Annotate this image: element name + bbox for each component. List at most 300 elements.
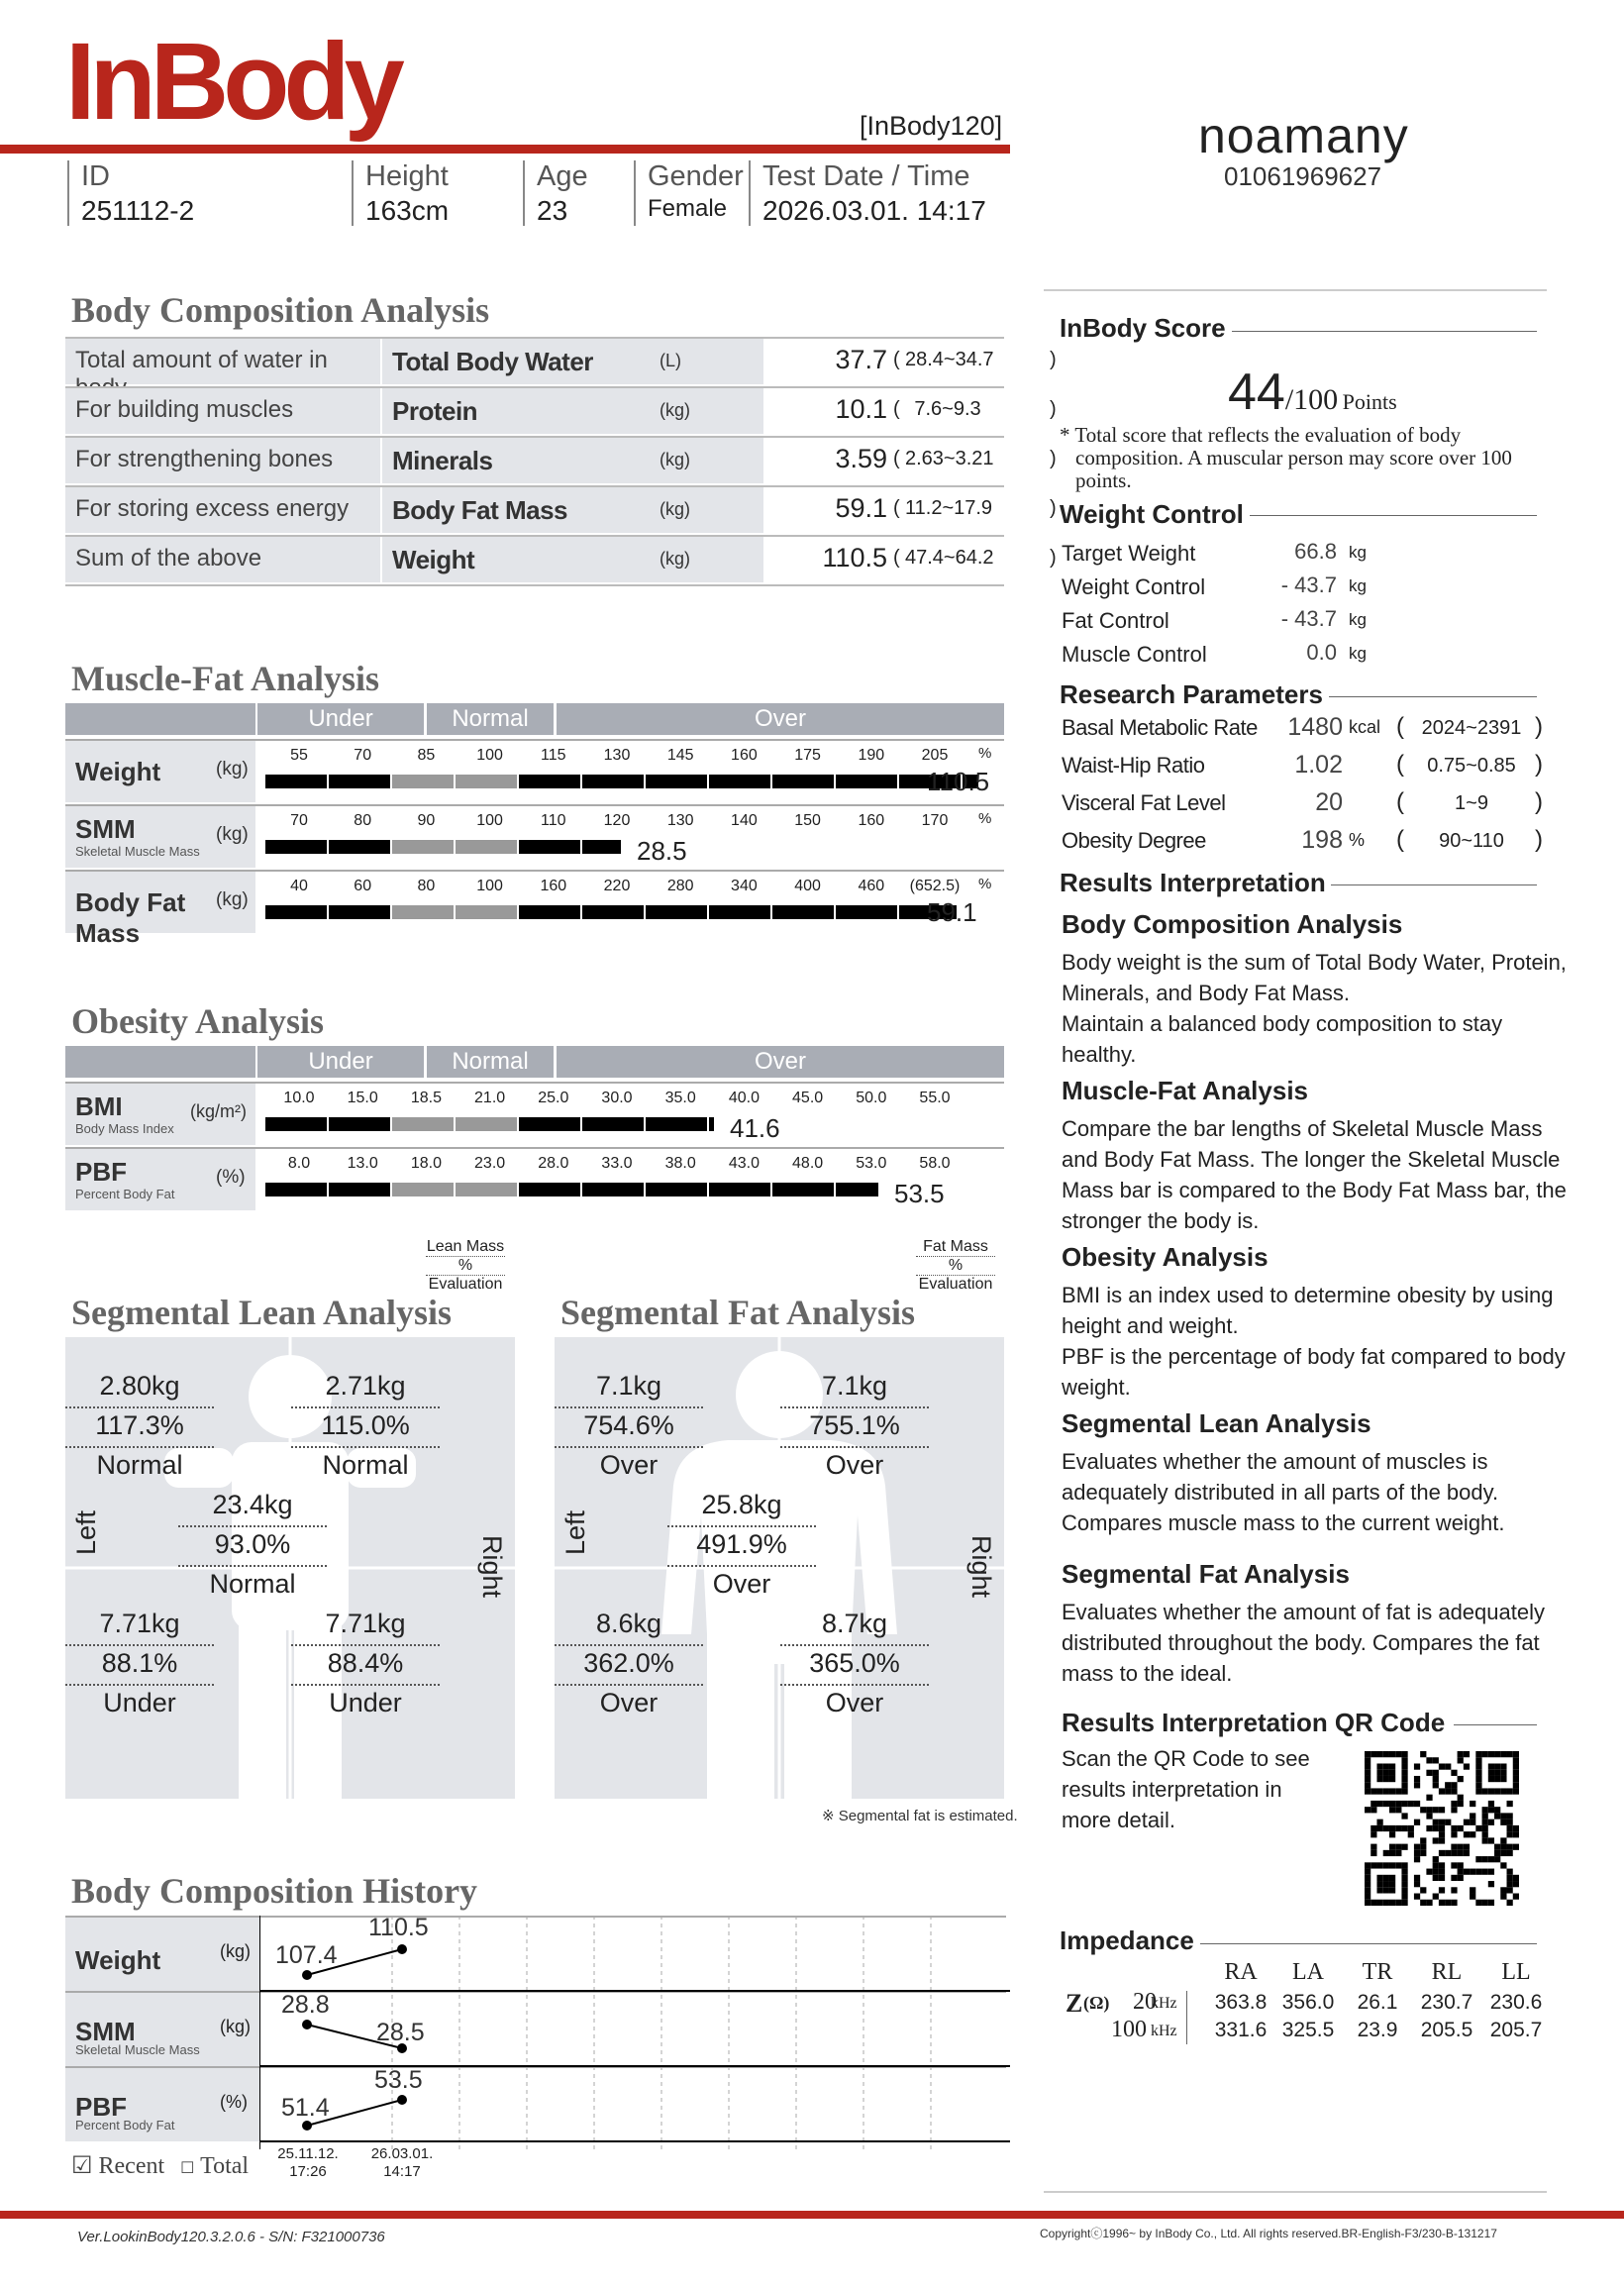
seg-fat-divider (780, 1446, 929, 1448)
qr-module (1488, 1770, 1494, 1776)
mfa-bar-segment (709, 775, 770, 788)
qr-module (1488, 1869, 1494, 1875)
imp-value: 230.7 (1420, 1991, 1473, 2014)
qr-module (1389, 1751, 1395, 1757)
qr-module (1383, 1900, 1389, 1906)
qr-module (1433, 1869, 1439, 1875)
wc-unit: kg (1349, 576, 1367, 595)
imp-col-header: LA (1292, 1959, 1324, 1985)
user-phone: 01061969627 (1224, 161, 1382, 191)
mfa-bar-segment (519, 840, 580, 854)
history-date-1-time: 17:26 (289, 2163, 327, 2180)
mfa-head-over: Over (557, 703, 1004, 735)
qr-module (1376, 1763, 1382, 1769)
seg-lean-la-pct: 117.3% (95, 1410, 184, 1440)
qr-module (1500, 1813, 1506, 1819)
qr-module (1445, 1782, 1451, 1788)
header-gender (634, 160, 744, 226)
seg-fat-tr-eval: Over (712, 1569, 771, 1599)
imp-value: 325.5 (1281, 2019, 1335, 2041)
qr-module (1420, 1844, 1426, 1850)
right-column-top-line (1044, 289, 1547, 291)
rp-value: 20 (1315, 788, 1343, 816)
rp-value: 1480 (1287, 713, 1343, 741)
qr-module (1475, 1763, 1481, 1769)
obesity-row (65, 1147, 1004, 1208)
qr-module (1488, 1856, 1494, 1862)
seg-lean-rl-pct: 88.4% (327, 1648, 404, 1678)
obesity-tick-label: 53.0 (856, 1155, 887, 1172)
qr-module (1420, 1900, 1426, 1906)
qr-module (1370, 1788, 1376, 1794)
bca-unit: (kg) (660, 450, 690, 469)
qr-module (1401, 1875, 1407, 1881)
bca-range-open: ( (893, 398, 900, 420)
header-test-date (749, 160, 986, 226)
interp-heading: Obesity Analysis (1062, 1242, 1269, 1272)
interp-text-line: adequately distributed in all parts of the body. (1062, 1480, 1499, 1505)
qr-module (1500, 1887, 1506, 1893)
obesity-bar-segment (265, 1183, 327, 1196)
interp-text-line: PBF is the percentage of body fat compared to body (1062, 1344, 1566, 1369)
bca-range-value: 28.4~34.7 (905, 349, 994, 370)
seg-lean-tr-mass: 23.4kg (212, 1490, 293, 1519)
mfa-bar-segment (772, 775, 834, 788)
seg-fat-tr-mass: 25.8kg (701, 1490, 782, 1519)
rp-label: Obesity Degree (1062, 828, 1206, 853)
qr-module (1370, 1844, 1376, 1850)
wc-value: - 43.7 (1280, 606, 1337, 631)
mfa-tick-label: 190 (858, 747, 885, 764)
qr-module (1451, 1862, 1457, 1868)
wc-label: Weight Control (1062, 574, 1206, 599)
qr-module (1376, 1751, 1382, 1757)
bca-desc: For storing excess energy (65, 487, 380, 533)
header-height (352, 160, 449, 226)
wc-value: 66.8 (1294, 539, 1337, 564)
mfa-bar-segment (456, 905, 517, 919)
qr-module (1482, 1869, 1488, 1875)
qr-module (1451, 1844, 1457, 1850)
mfa-tick-label: 85 (417, 747, 436, 764)
seg-lean-rl-mass: 7.71kg (325, 1609, 406, 1638)
mfa-tick-label: 175 (794, 747, 821, 764)
qr-module (1475, 1776, 1481, 1782)
qr-module (1451, 1825, 1457, 1831)
mfa-bar-segment (265, 775, 327, 788)
impedance-title: Impedance (1060, 1925, 1194, 1955)
qr-module (1433, 1820, 1439, 1825)
qr-module (1383, 1763, 1389, 1769)
qr-module (1383, 1825, 1389, 1831)
obesity-title: Obesity Analysis (71, 1001, 325, 1041)
qr-module (1494, 1844, 1500, 1850)
history-name: Weight (75, 1945, 161, 1975)
qr-module (1458, 1757, 1464, 1763)
model-label: [InBody120] (860, 111, 1003, 141)
mfa-pct-sign: % (978, 876, 992, 892)
seg-fat-la-eval: Over (599, 1450, 659, 1480)
mfa-tick-label: 130 (603, 747, 631, 764)
seg-fat-la-pct: 754.6% (583, 1410, 674, 1440)
qr-code[interactable] (1365, 1751, 1519, 1906)
history-sub: Percent Body Fat (75, 2118, 175, 2132)
qr-module (1401, 1894, 1407, 1900)
bca-name: Minerals (382, 438, 763, 483)
seg-lean-ra-mass: 2.71kg (325, 1371, 406, 1401)
mfa-name: Weight (75, 757, 161, 786)
qr-module (1383, 1751, 1389, 1757)
qr-module (1488, 1776, 1494, 1782)
qr-module (1414, 1763, 1420, 1769)
qr-module (1494, 1807, 1500, 1813)
qr-module (1376, 1862, 1382, 1868)
rp-label: Basal Metabolic Rate (1062, 715, 1258, 740)
qr-module (1389, 1801, 1395, 1807)
qr-module (1370, 1850, 1376, 1856)
qr-module (1370, 1862, 1376, 1868)
qr-module (1513, 1881, 1519, 1887)
seg-fat-rl-mass: 8.7kg (821, 1609, 888, 1638)
total-checkbox-icon[interactable]: ☐ (180, 2160, 195, 2177)
qr-module (1365, 1807, 1370, 1813)
mfa-label-cell (65, 872, 255, 948)
obesity-tick-label: 35.0 (664, 1090, 696, 1106)
qr-module (1507, 1751, 1513, 1757)
qr-module (1389, 1831, 1395, 1837)
lean-legend-eval: Evaluation (426, 1275, 505, 1294)
qr-module (1395, 1850, 1401, 1856)
qr-module (1401, 1881, 1407, 1887)
qr-module (1445, 1900, 1451, 1906)
interp-text-line: mass to the ideal. (1062, 1661, 1233, 1686)
qr-module (1475, 1856, 1481, 1862)
mfa-unit: (kg) (216, 824, 249, 845)
bca-range-close: ) (1050, 349, 1057, 370)
qr-module (1365, 1751, 1370, 1757)
obesity-bar-segment (265, 1117, 327, 1131)
qr-module (1365, 1869, 1370, 1875)
qr-module (1401, 1862, 1407, 1868)
qr-rule (1454, 1724, 1537, 1725)
qr-module (1451, 1850, 1457, 1856)
qr-module (1445, 1788, 1451, 1794)
interpretation-title: Results Interpretation (1060, 868, 1326, 897)
rp-label: Visceral Fat Level (1062, 790, 1226, 815)
seg-fat-rl-eval: Over (825, 1688, 884, 1717)
qr-module (1395, 1862, 1401, 1868)
seg-lean-ra-eval: Normal (322, 1450, 409, 1480)
qr-module (1500, 1776, 1506, 1782)
total-label: Total (200, 2153, 250, 2179)
qr-module (1494, 1813, 1500, 1819)
qr-module (1389, 1900, 1395, 1906)
imp-ohm-label: (Ω) (1083, 1993, 1110, 2013)
qr-module (1482, 1825, 1488, 1831)
qr-module (1475, 1757, 1481, 1763)
qr-module (1439, 1887, 1445, 1893)
qr-module (1475, 1788, 1481, 1794)
qr-module (1414, 1844, 1420, 1850)
obesity-tick-label: 50.0 (856, 1090, 887, 1106)
qr-module (1475, 1900, 1481, 1906)
qr-module (1365, 1894, 1370, 1900)
bca-range-close: ) (1050, 398, 1057, 420)
qr-module (1433, 1757, 1439, 1763)
qr-module (1445, 1820, 1451, 1825)
mfa-bar-segment (836, 775, 897, 788)
seg-fat-divider (555, 1446, 703, 1448)
qr-module (1420, 1807, 1426, 1813)
qr-module (1365, 1862, 1370, 1868)
qr-module (1365, 1763, 1370, 1769)
inbody-logo: InBody (65, 21, 399, 143)
fat-right-label: Right (966, 1535, 996, 1599)
qr-module (1451, 1807, 1457, 1813)
obesity-bar-segment (646, 1117, 707, 1131)
mfa-bar-segment (456, 840, 517, 854)
qr-module (1389, 1875, 1395, 1881)
qr-module (1458, 1776, 1464, 1782)
seg-fat-tr-pct: 491.9% (696, 1529, 787, 1559)
qr-module (1507, 1801, 1513, 1807)
qr-module (1433, 1825, 1439, 1831)
obesity-bar-segment (836, 1183, 878, 1196)
qr-module (1488, 1820, 1494, 1825)
history-date-1-day: 25.11.12. (277, 2145, 339, 2162)
imp-divider (1186, 1991, 1187, 2044)
qr-module (1513, 1770, 1519, 1776)
qr-module (1408, 1801, 1414, 1807)
test-date-label: Test Date / Time (762, 160, 970, 192)
id-label: ID (81, 160, 110, 192)
mfa-tick-label: 80 (354, 812, 372, 829)
bca-row (65, 386, 1057, 434)
imp-col-header: RA (1224, 1959, 1258, 1985)
qr-module (1439, 1837, 1445, 1843)
qr-module (1488, 1881, 1494, 1887)
qr-module (1482, 1813, 1488, 1819)
bca-row (65, 436, 1057, 483)
qr-module (1458, 1850, 1464, 1856)
seg-lean-divider (178, 1525, 327, 1527)
qr-module (1389, 1850, 1395, 1856)
qr-module (1513, 1763, 1519, 1769)
qr-module (1439, 1831, 1445, 1837)
qr-module (1482, 1837, 1488, 1843)
wc-value: - 43.7 (1280, 572, 1337, 597)
qr-module (1401, 1751, 1407, 1757)
obesity-tick-label: 21.0 (474, 1090, 506, 1106)
mfa-unit: (kg) (216, 759, 249, 780)
segmental-note: ※ Segmental fat is estimated. (822, 1808, 1018, 1824)
recent-label: Recent (98, 2153, 165, 2179)
qr-module (1433, 1837, 1439, 1843)
obesity-tick-label: 15.0 (347, 1090, 378, 1106)
qr-module (1439, 1807, 1445, 1813)
rp-range: 90~110 (1439, 830, 1504, 852)
obesity-label-cell (65, 1149, 255, 1210)
qr-module (1365, 1887, 1370, 1893)
qr-module (1395, 1900, 1401, 1906)
qr-module (1458, 1801, 1464, 1807)
qr-module (1494, 1770, 1500, 1776)
qr-module (1507, 1869, 1513, 1875)
bca-range-close: ) (1050, 448, 1057, 469)
qr-module (1426, 1825, 1432, 1831)
mfa-tick-label: 220 (603, 878, 631, 894)
qr-module (1439, 1763, 1445, 1769)
qr-module (1507, 1820, 1513, 1825)
seg-fat-ra-mass: 7.1kg (821, 1371, 888, 1401)
obesity-unit: (%) (216, 1167, 246, 1188)
qr-module (1365, 1770, 1370, 1776)
score-title-rule (1232, 331, 1537, 332)
mfa-sub: Skeletal Muscle Mass (75, 844, 200, 859)
qr-module (1482, 1856, 1488, 1862)
qr-module (1488, 1837, 1494, 1843)
footer-red-line (0, 2211, 1624, 2219)
mfa-value: 110.5 (927, 767, 990, 796)
interp-text-line: weight. (1062, 1375, 1131, 1400)
qr-module (1458, 1862, 1464, 1868)
mfa-tick-label: 460 (858, 878, 885, 894)
seg-lean-tr-pct: 93.0% (214, 1529, 291, 1559)
imp-value: 230.6 (1489, 1991, 1543, 2014)
bca-range-value: 7.6~9.3 (914, 398, 981, 420)
rp-range: 1~9 (1455, 792, 1488, 814)
history-name: PBF (75, 2092, 127, 2122)
qr-module (1401, 1776, 1407, 1782)
qr-module (1365, 1776, 1370, 1782)
mfa-tick-label: (652.5) (909, 878, 961, 894)
qr-module (1464, 1751, 1470, 1757)
obesity-tick-label: 38.0 (664, 1155, 696, 1172)
seg-lean-divider (291, 1406, 440, 1408)
mfa-label-cell (65, 806, 255, 868)
seg-fat-la-mass: 7.1kg (595, 1371, 662, 1401)
seg-fat-ra-eval: Over (825, 1450, 884, 1480)
interp-text-line: Mass bar is compared to the Body Fat Mass bar, the (1062, 1178, 1567, 1202)
seg-lean-divider (291, 1684, 440, 1686)
history-recent-toggle[interactable] (71, 2151, 249, 2180)
score-value-line (1228, 363, 1397, 422)
qr-module (1376, 1875, 1382, 1881)
imp-freq-unit: kHz (1151, 1995, 1177, 2012)
interp-heading: Body Composition Analysis (1062, 909, 1403, 939)
qr-module (1458, 1825, 1464, 1831)
mfa-row (65, 804, 1004, 866)
interp-text-line: height and weight. (1062, 1313, 1239, 1338)
obesity-label-cell (65, 1084, 255, 1145)
mfa-bar-segment (772, 905, 834, 919)
qr-module (1507, 1844, 1513, 1850)
qr-module (1408, 1831, 1414, 1837)
qr-module (1420, 1850, 1426, 1856)
mfa-tick-label: 60 (354, 878, 372, 894)
obesity-tick-label: 13.0 (347, 1155, 378, 1172)
seg-lean-divider (65, 1644, 214, 1646)
qr-module (1482, 1900, 1488, 1906)
qr-module (1439, 1825, 1445, 1831)
score-points: Points (1342, 389, 1397, 414)
qr-module (1370, 1831, 1376, 1837)
qr-module (1401, 1782, 1407, 1788)
qr-module (1513, 1844, 1519, 1850)
qr-module (1500, 1763, 1506, 1769)
history-weight-v2: 110.5 (368, 1914, 429, 1941)
history-date-2-time: 14:17 (383, 2163, 421, 2180)
qr-module (1494, 1850, 1500, 1856)
interp-text-line: Minerals, and Body Fat Mass. (1062, 981, 1351, 1005)
qr-module (1414, 1776, 1420, 1782)
history-smm-v1: 28.8 (281, 1991, 330, 2019)
qr-module (1451, 1900, 1457, 1906)
mfa-tick-label: 120 (603, 812, 631, 829)
seg-fat-divider (780, 1406, 929, 1408)
history-smm-v2: 28.5 (376, 2019, 425, 2046)
qr-module (1513, 1894, 1519, 1900)
mfa-bar-segment (265, 840, 327, 854)
qr-module (1488, 1751, 1494, 1757)
qr-module (1470, 1894, 1475, 1900)
mfa-tick-label: 90 (417, 812, 436, 829)
qr-module (1383, 1788, 1389, 1794)
mfa-tick-label: 100 (476, 812, 503, 829)
interp-text-line: Compare the bar lengths of Skeletal Muscle Mass (1062, 1116, 1543, 1141)
qr-module (1414, 1782, 1420, 1788)
fat-legend-eval: Evaluation (916, 1275, 995, 1294)
bca-unit: (kg) (660, 549, 690, 569)
footer-copyright: Copyrightⓒ1996~ by InBody Co., Ltd. All rights reserved.BR-English-F3/230-B-131217 (1040, 2227, 1497, 2240)
qr-module (1475, 1770, 1481, 1776)
bca-title: Body Composition Analysis (71, 290, 490, 330)
obesity-tick-label: 30.0 (601, 1090, 633, 1106)
imp-col-header: TR (1362, 1959, 1393, 1985)
seg-fat-ll-pct: 362.0% (583, 1648, 674, 1678)
imp-value: 205.7 (1489, 2019, 1543, 2041)
qr-module (1500, 1837, 1506, 1843)
bca-range-open: ( (893, 547, 900, 569)
obesity-bar-segment (646, 1183, 707, 1196)
qr-module (1370, 1751, 1376, 1757)
qr-module (1439, 1869, 1445, 1875)
bca-value: 37.7 (835, 345, 887, 374)
qr-text-line-1: Scan the QR Code to see (1062, 1746, 1310, 1771)
qr-module (1376, 1887, 1382, 1893)
gender-label: Gender (648, 160, 744, 192)
qr-module (1451, 1782, 1457, 1788)
rp-range-open: ( (1396, 788, 1404, 815)
research-title: Research Parameters (1060, 679, 1323, 709)
qr-module (1475, 1869, 1481, 1875)
mfa-bar-segment (392, 905, 454, 919)
qr-module (1383, 1776, 1389, 1782)
mfa-tick-label: 40 (290, 878, 308, 894)
qr-module (1470, 1801, 1475, 1807)
qr-module (1458, 1844, 1464, 1850)
qr-module (1426, 1900, 1432, 1906)
recent-checkbox-icon[interactable]: ☑ (71, 2153, 93, 2179)
seg-fat-divider (667, 1565, 816, 1567)
seg-lean-divider (291, 1446, 440, 1448)
weight-control-rule (1250, 515, 1537, 516)
footer-version: Ver.LookinBody120.3.2.0.6 - S/N: F321000736 (77, 2229, 385, 2245)
qr-module (1482, 1831, 1488, 1837)
qr-module (1494, 1856, 1500, 1862)
mfa-row (65, 870, 1004, 948)
gender-value: Female (648, 195, 728, 222)
